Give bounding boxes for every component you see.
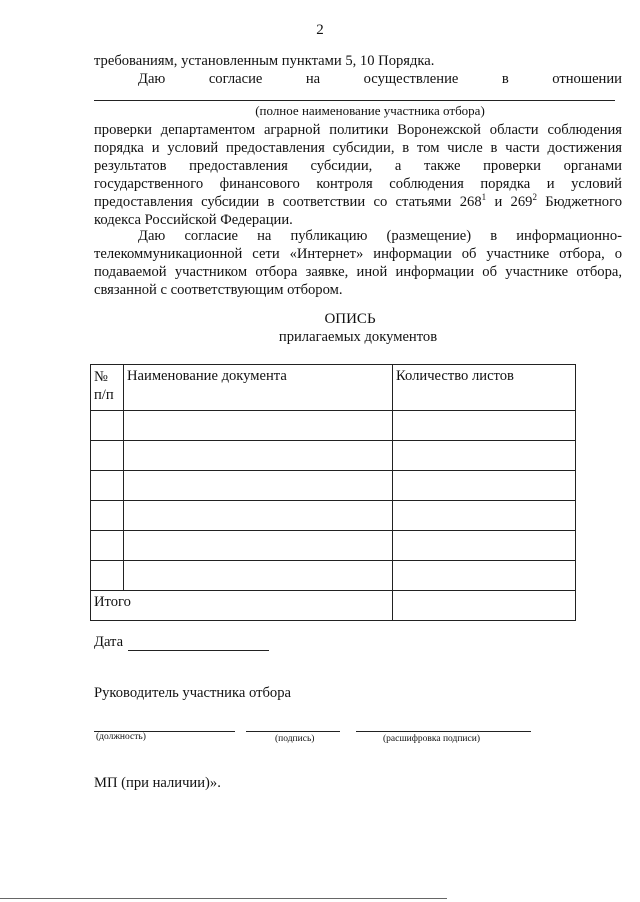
decode-line[interactable] — [356, 731, 531, 732]
text-part: Бюджетного — [536, 194, 622, 210]
signature-line[interactable] — [246, 731, 340, 732]
cell[interactable] — [393, 471, 576, 501]
text-line: Даю согласие на публикацию (размещение) в информационно- — [138, 228, 622, 244]
text-line: проверки департаментом аграрной политики Воронежской области соблюдения — [94, 122, 622, 138]
text-line: государственного финансового контроля соблюдения порядка и условий — [94, 176, 622, 192]
total-label: Итого — [91, 591, 393, 621]
table-row — [91, 501, 576, 531]
cell[interactable] — [124, 561, 393, 591]
decode-caption: (расшифровка подписи) — [383, 734, 480, 744]
header-num-a: № — [94, 369, 108, 385]
table-row — [91, 411, 576, 441]
text-line: связанной с соответствующим отбором. — [94, 282, 343, 298]
header-num — [91, 365, 124, 411]
participant-caption: (полное наименование участника отбора) — [255, 103, 485, 118]
text-line: требованиям, установленным пунктами 5, 10 Порядка. — [94, 53, 435, 69]
cell[interactable] — [91, 471, 124, 501]
cell[interactable] — [91, 411, 124, 441]
position-caption: (должность) — [96, 732, 146, 742]
text-line: подаваемой участником отбора заявке, иной информации об участнике отбора, — [94, 264, 622, 280]
page-number: 2 — [316, 22, 324, 38]
cell[interactable] — [124, 411, 393, 441]
stamp-note: МП (при наличии)». — [94, 775, 221, 791]
table-row — [91, 561, 576, 591]
cell[interactable] — [124, 471, 393, 501]
consent-line — [138, 70, 622, 88]
cell[interactable] — [91, 531, 124, 561]
cell[interactable] — [91, 441, 124, 471]
word: согласие — [208, 71, 263, 87]
scan-edge-line — [0, 898, 447, 899]
cell[interactable] — [124, 441, 393, 471]
date-line[interactable] — [128, 650, 269, 651]
opis-title: ОПИСЬ — [324, 311, 376, 327]
text-line: кодекса Российской Федерации. — [94, 212, 293, 228]
table-row — [91, 441, 576, 471]
word: на — [305, 71, 321, 87]
text-line: результатов предоставления субсидии, а также проверки органами — [94, 158, 622, 174]
word: отношении — [552, 71, 622, 87]
cell[interactable] — [393, 531, 576, 561]
total-value[interactable] — [393, 591, 576, 621]
text-part: предоставления субсидии в соответствии со статьями 268 — [94, 194, 482, 210]
cell[interactable] — [393, 561, 576, 591]
table-row — [91, 531, 576, 561]
word: в — [501, 71, 509, 87]
header-name: Наименование документа — [124, 365, 393, 411]
head-label: Руководитель участника отбора — [94, 685, 291, 701]
cell[interactable] — [393, 501, 576, 531]
total-row — [91, 591, 576, 621]
text-part: и 269 — [486, 194, 533, 210]
cell[interactable] — [124, 531, 393, 561]
word: осуществление — [363, 71, 459, 87]
superscript: 1 — [481, 192, 487, 203]
signature-caption: (подпись) — [275, 734, 315, 744]
cell[interactable] — [91, 561, 124, 591]
participant-name-line — [94, 100, 615, 101]
opis-subtitle: прилагаемых документов — [278, 329, 438, 345]
table-header-row — [91, 365, 576, 411]
word: Даю — [138, 71, 166, 87]
cell[interactable] — [124, 501, 393, 531]
documents-table — [90, 364, 576, 621]
cell[interactable] — [393, 411, 576, 441]
cell[interactable] — [91, 501, 124, 531]
text-line: порядка и условий предоставления субсидии, в том числе в части достижения — [94, 140, 622, 156]
table-row — [91, 471, 576, 501]
cell[interactable] — [393, 441, 576, 471]
text-line: телекоммуникационной сети «Интернет» информации об участнике отбора, о — [94, 246, 622, 262]
superscript: 2 — [532, 192, 537, 203]
header-count: Количество листов — [393, 365, 576, 411]
header-num-b: п/п — [94, 387, 114, 403]
date-label: Дата — [94, 634, 124, 650]
text-line — [94, 193, 622, 211]
